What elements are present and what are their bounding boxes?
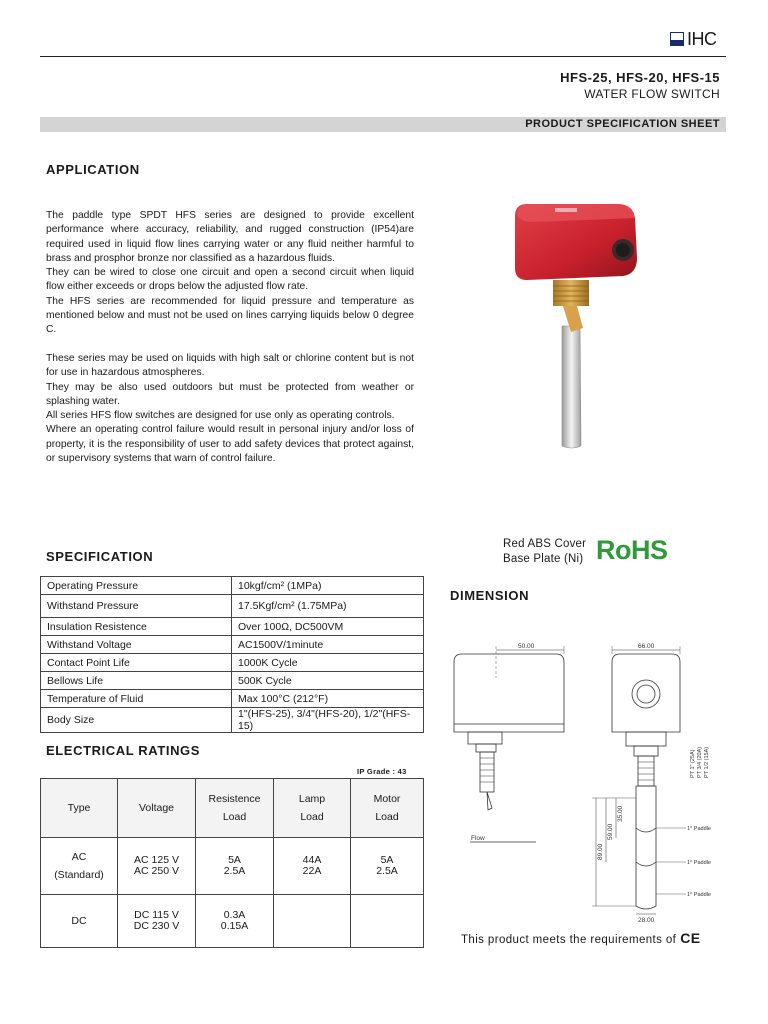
spec-label: Operating Pressure — [41, 577, 232, 595]
spec-value: 17.5Kgf/cm² (1.75MPa) — [232, 595, 424, 618]
product-photo — [505, 198, 655, 458]
table-header-row — [41, 779, 424, 838]
table-row — [41, 672, 424, 690]
header-divider — [40, 56, 726, 57]
spec-value: AC1500V/1minute — [232, 636, 424, 654]
specification-heading: SPECIFICATION — [46, 549, 154, 564]
type-cell: DC — [41, 895, 118, 948]
ip-grade: IP Grade : 43 — [357, 767, 407, 776]
cover-material: Red ABS Cover — [503, 538, 587, 550]
product-subtitle: WATER FLOW SWITCH — [584, 87, 720, 101]
application-paragraph: All series HFS flow switches are designed for use only as operating controls. — [46, 410, 395, 422]
application-paragraph: They can be wired to close one circuit and open a second circuit when liquid flow either exceeds or drops below the adjusted flow rate. — [46, 267, 414, 293]
spec-label: Withstand Voltage — [41, 636, 232, 654]
dimension-heading: DIMENSION — [450, 588, 530, 603]
lamp-cell — [274, 895, 351, 948]
dim-89: 89.00 — [597, 843, 604, 860]
spec-label: Insulation Resistence — [41, 618, 232, 636]
table-row — [41, 654, 424, 672]
compliance-note — [461, 930, 701, 946]
application-paragraph: These series may be used on liquids with high salt or chlorine content but is not for use in hazardous atmospheres. — [46, 352, 414, 379]
base-plate-material: Base Plate (Ni) — [503, 553, 584, 565]
paddle-label-3: 1° Paddle — [687, 892, 711, 898]
thread-label-25a: PT 1" (25A) — [690, 749, 696, 778]
voltage-cell: DC 115 V DC 230 V — [118, 895, 196, 948]
dimension-drawing — [440, 632, 740, 922]
dim-28: 28.00 — [638, 917, 655, 922]
spec-value: 500K Cycle — [232, 672, 424, 690]
paddle-label-2: 1° Paddle — [687, 860, 711, 866]
table-row — [41, 690, 424, 708]
electrical-ratings-table — [40, 778, 424, 948]
motor-cell: 5A 2.5A — [351, 838, 424, 895]
sheet-label: PRODUCT SPECIFICATION SHEET — [525, 118, 720, 130]
spec-label: Body Size — [41, 708, 232, 733]
lamp-cell: 44A 22A — [274, 838, 351, 895]
table-row — [41, 618, 424, 636]
spec-value: Max 100°C (212°F) — [232, 690, 424, 708]
paddle-label-1: 1° Paddle — [687, 826, 711, 832]
thread-label-20a: PT 3/4 (20A) — [697, 746, 703, 778]
application-paragraph: They may be also used outdoors but must be protected from weather or splashing water. — [46, 381, 414, 407]
table-row — [41, 708, 424, 733]
spec-label: Contact Point Life — [41, 654, 232, 672]
header-voltage: Voltage — [118, 779, 196, 838]
logo-text: IHC — [687, 28, 717, 49]
resistence-cell: 0.3A 0.15A — [196, 895, 274, 948]
resistence-cell: 5A 2.5A — [196, 838, 274, 895]
model-title: HFS-25, HFS-20, HFS-15 — [560, 70, 720, 85]
application-heading: APPLICATION — [46, 162, 140, 177]
table-row — [41, 838, 424, 895]
spec-value: 1"(HFS-25), 3/4"(HFS-20), 1/2"(HFS-15) — [232, 708, 424, 733]
logo-square-icon — [670, 32, 684, 46]
spec-value: 1000K Cycle — [232, 654, 424, 672]
dim-50: 50.00 — [518, 643, 535, 650]
dim-59: 59.00 — [607, 823, 614, 840]
table-row — [41, 577, 424, 595]
header-motor-load: Motor Load — [351, 779, 424, 838]
flow-label: Flow — [471, 835, 485, 842]
header-lamp-load: Lamp Load — [274, 779, 351, 838]
header-resistence-load: Resistence Load — [196, 779, 274, 838]
sheet-label-bar — [40, 117, 726, 132]
compliance-text: This product meets the requirements of — [461, 934, 677, 946]
rohs-logo: RoHS — [596, 535, 668, 565]
spec-label: Bellows Life — [41, 672, 232, 690]
table-row — [41, 595, 424, 618]
material-note — [503, 537, 586, 567]
spec-value: Over 100Ω, DC500VM — [232, 618, 424, 636]
table-row — [41, 895, 424, 948]
spec-label: Temperature of Fluid — [41, 690, 232, 708]
type-cell: AC (Standard) — [41, 838, 118, 895]
application-paragraph: Where an operating control failure would result in personal injury and/or loss of property, it is the responsibility of user to add safety devices that protect against, or supervisory systems that warn of control failure. — [46, 424, 414, 465]
spec-value: 10kgf/cm² (1MPa) — [232, 577, 424, 595]
specification-table — [40, 576, 424, 733]
ce-mark: CE — [680, 930, 701, 946]
table-row — [41, 636, 424, 654]
motor-cell — [351, 895, 424, 948]
application-paragraph: The HFS series are recommended for liquid pressure and temperature as mentioned below and must not be used on lines carrying liquids below 0 degree C. — [46, 295, 414, 336]
header-type: Type — [41, 779, 118, 838]
voltage-cell: AC 125 V AC 250 V — [118, 838, 196, 895]
spec-label: Withstand Pressure — [41, 595, 232, 618]
thread-label-15a: PT 1/2 (15A) — [704, 746, 710, 778]
application-paragraph: The paddle type SPDT HFS series are designed to provide excellent performance where accuracy, reliability, and rugged construction (IP54)are required used in liquid flow lines carrying water or any fluid neither harmful to brass and prosphor bronze nor classified as a hazardous fluids. — [46, 210, 414, 264]
dim-66: 66.00 — [638, 643, 655, 650]
company-logo — [670, 29, 717, 49]
application-text — [46, 209, 414, 466]
electrical-ratings-heading: ELECTRICAL RATINGS — [46, 743, 201, 758]
dim-35: 35.00 — [617, 805, 624, 822]
